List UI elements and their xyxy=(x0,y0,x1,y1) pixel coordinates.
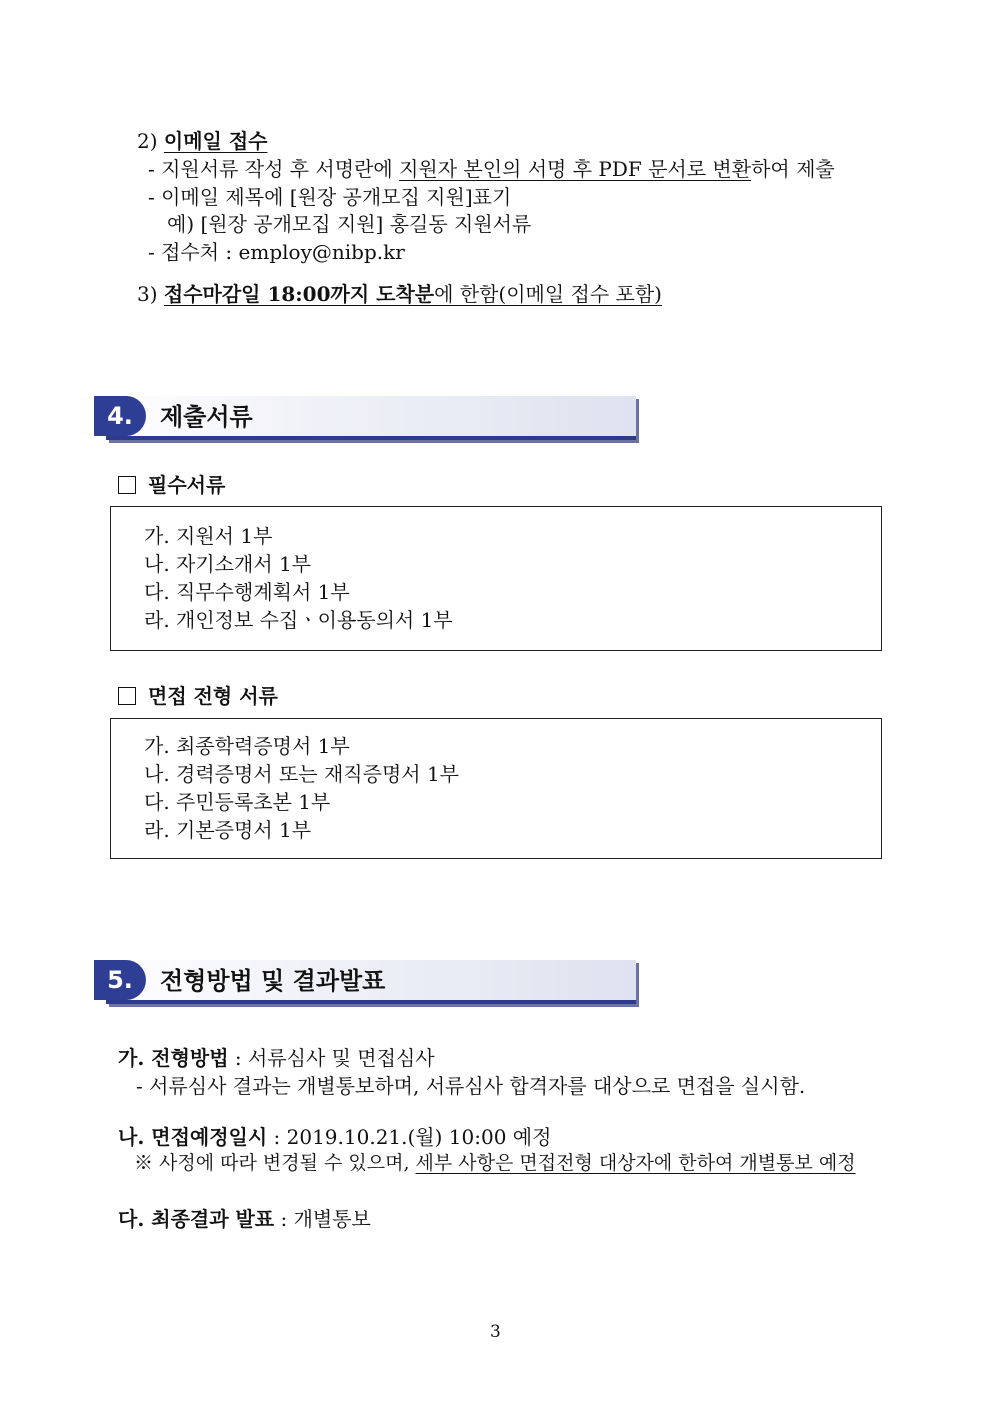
selection-method-label: 가. 전형방법 xyxy=(118,1046,229,1070)
email-line-3: 예) [원장 공개모집 지원] 홍길동 지원서류 xyxy=(167,212,532,236)
checkbox-square-icon xyxy=(118,687,136,705)
selection-method-note: - 서류심사 결과는 개별통보하며, 서류심사 합격자를 대상으로 면접을 실시함. xyxy=(136,1074,806,1098)
email-line-4: - 접수처 : employ@nibp.kr xyxy=(148,240,405,264)
interview-note-prefix: ※ 사정에 따라 변경될 수 있으며, xyxy=(134,1152,416,1174)
required-docs-heading-label: 필수서류 xyxy=(148,473,226,497)
final-result-line xyxy=(118,1206,371,1232)
interview-schedule-line xyxy=(118,1124,551,1150)
checkbox-square-icon xyxy=(118,476,136,494)
deadline-item xyxy=(137,281,662,307)
final-result-label: 다. 최종결과 발표 xyxy=(118,1207,275,1231)
page-number: 3 xyxy=(490,1322,501,1342)
email-line-1-prefix: - 지원서류 작성 후 서명란에 xyxy=(148,157,400,181)
section-5-title: 전형방법 및 결과발표 xyxy=(160,966,386,995)
list-item: 가. 최종학력증명서 1부 xyxy=(144,734,350,758)
section-4-number: 4. xyxy=(94,396,146,436)
required-docs-heading xyxy=(118,472,225,498)
interview-docs-heading-label: 면접 전형 서류 xyxy=(148,684,278,708)
list-item: 나. 경력증명서 또는 재직증명서 1부 xyxy=(144,762,459,786)
interview-schedule-note xyxy=(134,1151,856,1176)
selection-method-value: : 서류심사 및 면접심사 xyxy=(228,1046,435,1070)
list-item: 다. 직무수행계획서 1부 xyxy=(144,580,350,604)
interview-docs-box xyxy=(110,718,882,859)
interview-docs-heading xyxy=(118,683,278,709)
email-item-number: 2) xyxy=(137,129,158,153)
list-item: 나. 자기소개서 1부 xyxy=(144,552,312,576)
email-line-2: - 이메일 제목에 [원장 공개모집 지원]표기 xyxy=(148,185,512,209)
section-5-number: 5. xyxy=(94,960,146,1000)
deadline-bold: 접수마감일 18:00까지 도착분 xyxy=(163,282,435,306)
email-line-1-suffix: 하여 제출 xyxy=(751,157,835,181)
list-item: 라. 기본증명서 1부 xyxy=(144,818,312,842)
deadline-number: 3) xyxy=(137,282,158,306)
section-4-title: 제출서류 xyxy=(160,402,253,431)
required-docs-box xyxy=(110,506,882,651)
interview-note-underlined: 세부 사항은 면접전형 대상자에 한하여 개별통보 예정 xyxy=(415,1152,856,1174)
email-item-heading xyxy=(137,128,267,154)
email-line-1 xyxy=(148,156,835,182)
email-item-title: 이메일 접수 xyxy=(163,129,268,153)
list-item: 가. 지원서 1부 xyxy=(144,524,273,548)
section-5-header xyxy=(94,960,638,1006)
list-item: 라. 개인정보 수집ㆍ이용동의서 1부 xyxy=(144,608,453,632)
deadline-mid: 에 한함 xyxy=(434,282,499,306)
interview-schedule-value: : 2019.10.21.(월) 10:00 예정 xyxy=(267,1125,552,1149)
list-item: 다. 주민등록초본 1부 xyxy=(144,790,331,814)
deadline-paren: (이메일 접수 포함) xyxy=(498,282,662,306)
interview-schedule-label: 나. 면접예정일시 xyxy=(118,1125,268,1149)
section-4-header xyxy=(94,396,638,442)
email-line-1-underlined: 지원자 본인의 서명 후 PDF 문서로 변환 xyxy=(399,157,752,181)
final-result-value: : 개별통보 xyxy=(274,1207,371,1231)
selection-method-line xyxy=(118,1045,435,1071)
